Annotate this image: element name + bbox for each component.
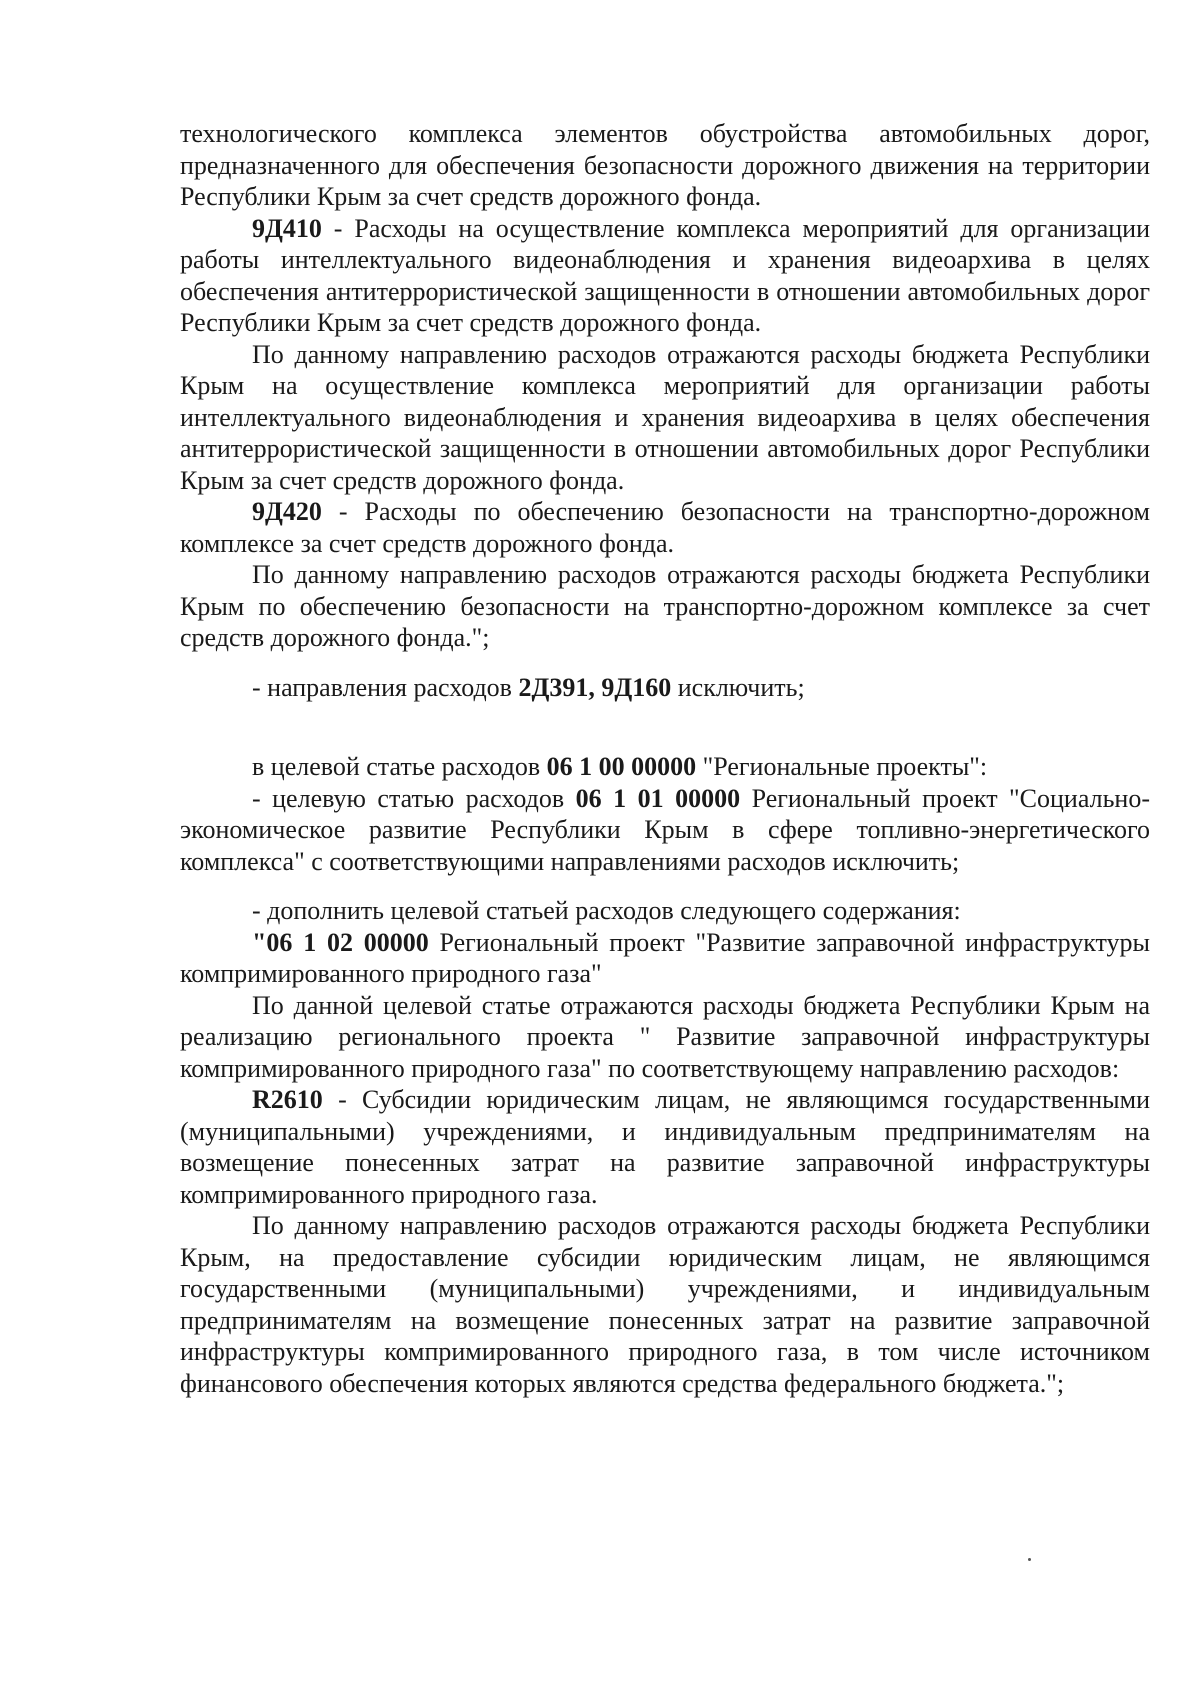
paragraph-p8 — [180, 783, 1150, 878]
paragraph-p10 — [180, 927, 1150, 990]
paragraph-p5 — [180, 559, 1150, 654]
text-run: "Региональные проекты": — [696, 752, 988, 781]
text-run: - Расходы по обеспечению безопасности на транспортно-дорожном комплексе за счет средств дорожного фонда. — [180, 497, 1150, 558]
bold-code: "06 1 02 00000 — [252, 927, 429, 957]
text-run: - Расходы на осуществление комплекса мероприятий для организации работы интеллектуального видеонаблюдения и хранения видеоархива в целях обеспечения антитеррористической защищенности в отношении автомобильных дорог Республики Крым за счет средств дорожного фонда. — [180, 213, 1150, 337]
paragraph-p1 — [180, 118, 1150, 213]
bold-code: 9Д420 — [252, 497, 322, 526]
text-run: технологического комплекса элементов обустройства автомобильных дорог, предназначенного для обеспечения безопасности дорожного движения на территории Республики Крым за счет средств дорожного фонда. — [180, 119, 1150, 211]
text-run: По данному направлению расходов отражаются расходы бюджета Республики Крым по обеспечению безопасности на транспортно-дорожном комплексе за счет средств дорожного фонда."; — [180, 560, 1150, 652]
bold-code: 06 1 01 00000 — [575, 783, 741, 813]
paragraph-p9 — [180, 895, 1150, 927]
document-page — [180, 118, 1150, 1399]
paragraph-p4 — [180, 496, 1150, 559]
text-run: По данному направлению расходов отражаются расходы бюджета Республики Крым на осуществление комплекса мероприятий для организации работы интеллектуального видеонаблюдения и хранения видеоархива в целях обеспечения антитеррористической защищенности в отношении автомобильных дорог Республики Крым за счет средств дорожного фонда. — [180, 339, 1150, 495]
text-run: - Субсидии юридическим лицам, не являющимся государственными (муниципальными) учреждениями, и индивидуальным предпринимателям на возмещение понесенных затрат на развитие заправочной инфраструктуры компримированного природного газа. — [180, 1085, 1150, 1209]
text-run: - дополнить целевой статьей расходов следующего содержания: — [252, 896, 961, 925]
paragraph-p11 — [180, 990, 1150, 1085]
text-run: в целевой статье расходов — [252, 752, 547, 781]
text-run: исключить; — [671, 672, 805, 702]
paragraph-p3 — [180, 339, 1150, 497]
bold-code: 06 1 00 00000 — [546, 752, 697, 781]
bold-code: R2610 — [252, 1085, 323, 1114]
scan-speck — [1028, 1558, 1031, 1561]
text-run: Региональный проект "Социально-экономическое развитие Республики Крым в сфере топливно-энергетического комплекса" с соответствующими направлениями расходов исключить; — [180, 783, 1151, 876]
text-run: - направления расходов — [252, 672, 519, 702]
text-run: По данному направлению расходов отражаются расходы бюджета Республики Крым, на предоставление субсидии юридическим лицам, не являющимся государственными (муниципальными) учреждениями, и индивидуальным предпринимателям на возмещение понесенных затрат на развитие заправочной инфраструктуры компримированного природного газа, в том числе источником финансового обеспечения которых являются средства федерального бюджета."; — [180, 1211, 1150, 1398]
bold-code: 9Д410 — [252, 213, 322, 243]
paragraph-p2 — [180, 213, 1150, 339]
paragraph-p13 — [180, 1210, 1150, 1399]
text-run: По данной целевой статье отражаются расходы бюджета Республики Крым на реализацию регионального проекта " Развитие заправочной инфраструктуры компримированного природного газа" по соответствующему направлению расходов: — [180, 990, 1150, 1083]
text-run: Региональный проект "Развитие заправочной инфраструктуры компримированного природного газа" — [180, 927, 1150, 988]
text-run: - целевую статью расходов — [252, 783, 576, 813]
bold-code: 2Д391, 9Д160 — [518, 672, 672, 702]
paragraph-p12 — [180, 1084, 1150, 1210]
paragraph-p6 — [180, 672, 1150, 704]
paragraph-p7 — [180, 751, 1150, 783]
